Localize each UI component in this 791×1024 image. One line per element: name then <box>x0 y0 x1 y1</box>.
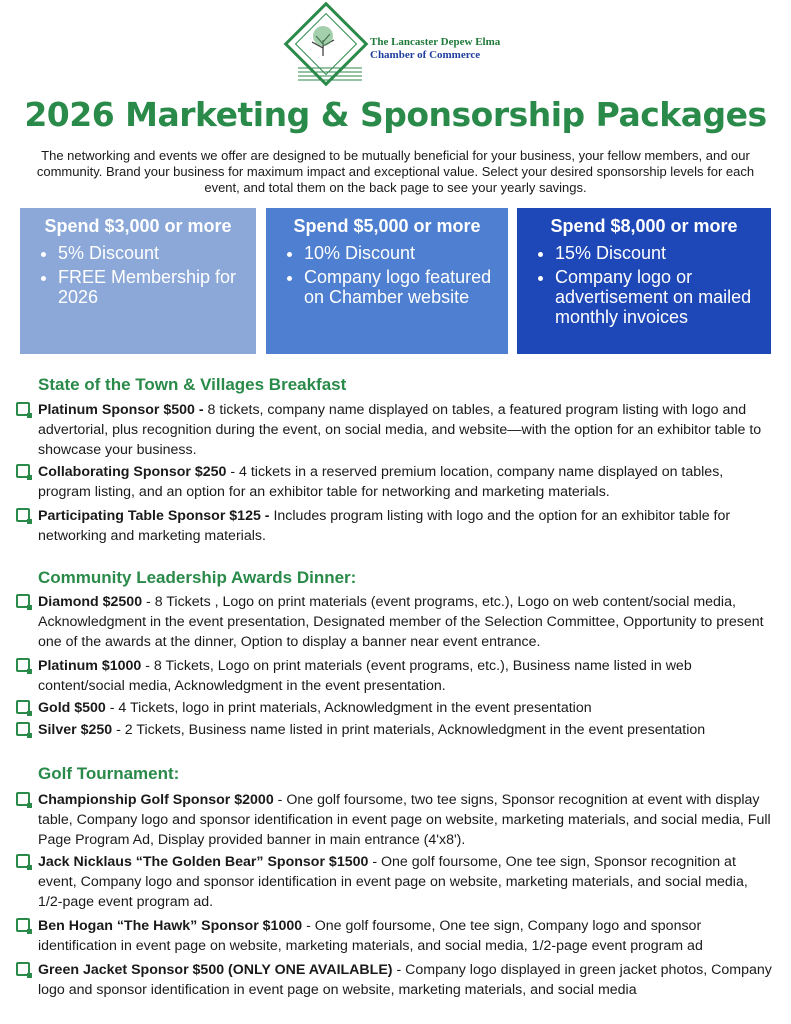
org-name <box>370 36 500 62</box>
checkbox[interactable] <box>16 402 30 416</box>
sponsor-desc: - 4 tickets in a reserved premium location, company name displayed on tables, program listing, and an option for an exhibitor table for networking and marketing materials. <box>38 464 724 500</box>
tier-benefit: • 10% Discount <box>304 243 496 263</box>
page-title: 2026 Marketing & Sponsorship Packages <box>24 95 767 134</box>
sponsor-name: Green Jacket Sponsor $500 (ONLY ONE AVAILABLE) <box>38 962 393 978</box>
checkbox[interactable] <box>16 854 30 868</box>
sponsor-name: Diamond $2500 <box>38 594 143 610</box>
section-title-golf: Golf Tournament: <box>38 764 180 783</box>
sponsor-option[interactable] <box>16 960 776 1000</box>
sponsor-option[interactable] <box>16 916 776 956</box>
tier-benefit: • 15% Discount <box>555 243 759 263</box>
checkbox[interactable] <box>16 962 30 976</box>
checkbox[interactable] <box>16 464 30 478</box>
intro-paragraph: The networking and events we offer are designed to be mutually beneficial for your business, your fellow members, and our community. Brand your business for maximum impact and exceptional value. Select your desired sponsorship levels for each event, and total them on the back page to see your yearly savings. <box>36 148 755 195</box>
tier-box-3000 <box>20 208 256 354</box>
checkbox[interactable] <box>16 792 30 806</box>
tier-box-5000 <box>266 208 508 354</box>
checkbox[interactable] <box>16 594 30 608</box>
sponsor-name: Jack Nicklaus “The Golden Bear” Sponsor $1500 <box>38 854 369 870</box>
sponsor-option[interactable] <box>16 506 776 546</box>
sponsor-desc: - 8 Tickets , Logo on print materials (event programs, etc.), Logo on web content/social media, Acknowledgment in the event presentation, Designated member of the Selection Committee, Opportunity to present one of the awards at the dinner, Option to display a banner near event entrance. <box>38 594 764 650</box>
sponsor-option[interactable] <box>16 592 776 652</box>
section-title-breakfast: State of the Town & Villages Breakfast <box>38 375 347 394</box>
sponsor-desc: - 2 Tickets, Business name listed in print materials, Acknowledgment in the event presentation <box>112 722 706 738</box>
org-name-line1: The Lancaster Depew Elma <box>370 36 501 48</box>
sponsor-option[interactable] <box>16 698 776 718</box>
sponsor-name: Ben Hogan “The Hawk” Sponsor $1000 <box>38 918 303 934</box>
tier-heading: Spend $5,000 or more <box>293 216 481 236</box>
section-title-awards-dinner: Community Leadership Awards Dinner: <box>38 568 357 587</box>
sponsor-desc: - One golf foursome, One tee sign, Sponsor recognition at event, Company logo and sponsor identification in event page on website, marketing materials, and social media, 1/2-page event program ad. <box>38 854 748 910</box>
sponsor-name: Championship Golf Sponsor $2000 <box>38 792 274 808</box>
sponsor-name: Platinum $1000 <box>38 658 142 674</box>
tier-benefit: • 5% Discount <box>58 243 244 263</box>
sponsor-desc: - One golf foursome, One tee sign, Company logo and sponsor identification in event page on website, marketing materials, and social media, 1/2-page event program ad <box>38 918 703 954</box>
checkbox[interactable] <box>16 722 30 736</box>
tier-benefit: • Company logo or advertisement on mailed monthly invoices <box>555 267 759 327</box>
sponsor-desc: - One golf foursome, two tee signs, Sponsor recognition at event with display table, Company logo and sponsor identification in event page on website, marketing materials, and social media, Full Page Program Ad, Display provided banner in main entrance (4'x8'). <box>38 792 771 848</box>
tier-benefit: • Company logo featured on Chamber website <box>304 267 496 307</box>
sponsor-desc: - 4 Tickets, logo in print materials, Acknowledgment in the event presentation <box>105 700 592 716</box>
org-name-line2: Chamber of Commerce <box>370 49 481 61</box>
header <box>290 8 530 88</box>
checkbox[interactable] <box>16 700 30 714</box>
sponsor-desc: Includes program listing with logo and the option for an exhibitor table for networking and marketing materials. <box>38 508 731 544</box>
sponsor-desc: 8 tickets, company name displayed on tables, a featured program listing with logo and advertorial, plus recognition during the event, on social media, and website—with the option for an exhibitor table to showcase your business. <box>38 402 762 458</box>
sponsor-name: Silver $250 <box>38 722 113 738</box>
sponsor-desc: - 8 Tickets, Logo on print materials (event programs, etc.), Business name listed in web content/social media, Acknowledgment in the event presentation. <box>38 658 692 694</box>
checkbox[interactable] <box>16 658 30 672</box>
checkbox[interactable] <box>16 508 30 522</box>
sponsor-name: Gold $500 <box>38 700 106 716</box>
tier-benefit: • FREE Membership for 2026 <box>58 267 244 307</box>
sponsor-option[interactable] <box>16 656 776 696</box>
sponsor-desc: - Company logo displayed in green jacket photos, Company logo and sponsor identification in event page on website, marketing materials, and social media <box>38 962 772 998</box>
checkbox[interactable] <box>16 918 30 932</box>
tier-heading: Spend $3,000 or more <box>44 216 232 236</box>
sponsor-name: Participating Table Sponsor $125 - <box>38 508 270 524</box>
discount-tiers <box>20 208 771 354</box>
sponsor-name: Platinum Sponsor $500 - <box>38 402 204 418</box>
tree-icon <box>290 8 370 88</box>
sponsor-option[interactable] <box>16 790 776 850</box>
sponsor-name: Collaborating Sponsor $250 <box>38 464 227 480</box>
sponsor-option[interactable] <box>16 852 776 912</box>
sponsor-option[interactable] <box>16 400 776 460</box>
sponsor-option[interactable] <box>16 720 776 740</box>
tier-heading: Spend $8,000 or more <box>550 216 738 236</box>
tier-box-8000 <box>517 208 771 354</box>
sponsor-option[interactable] <box>16 462 776 502</box>
